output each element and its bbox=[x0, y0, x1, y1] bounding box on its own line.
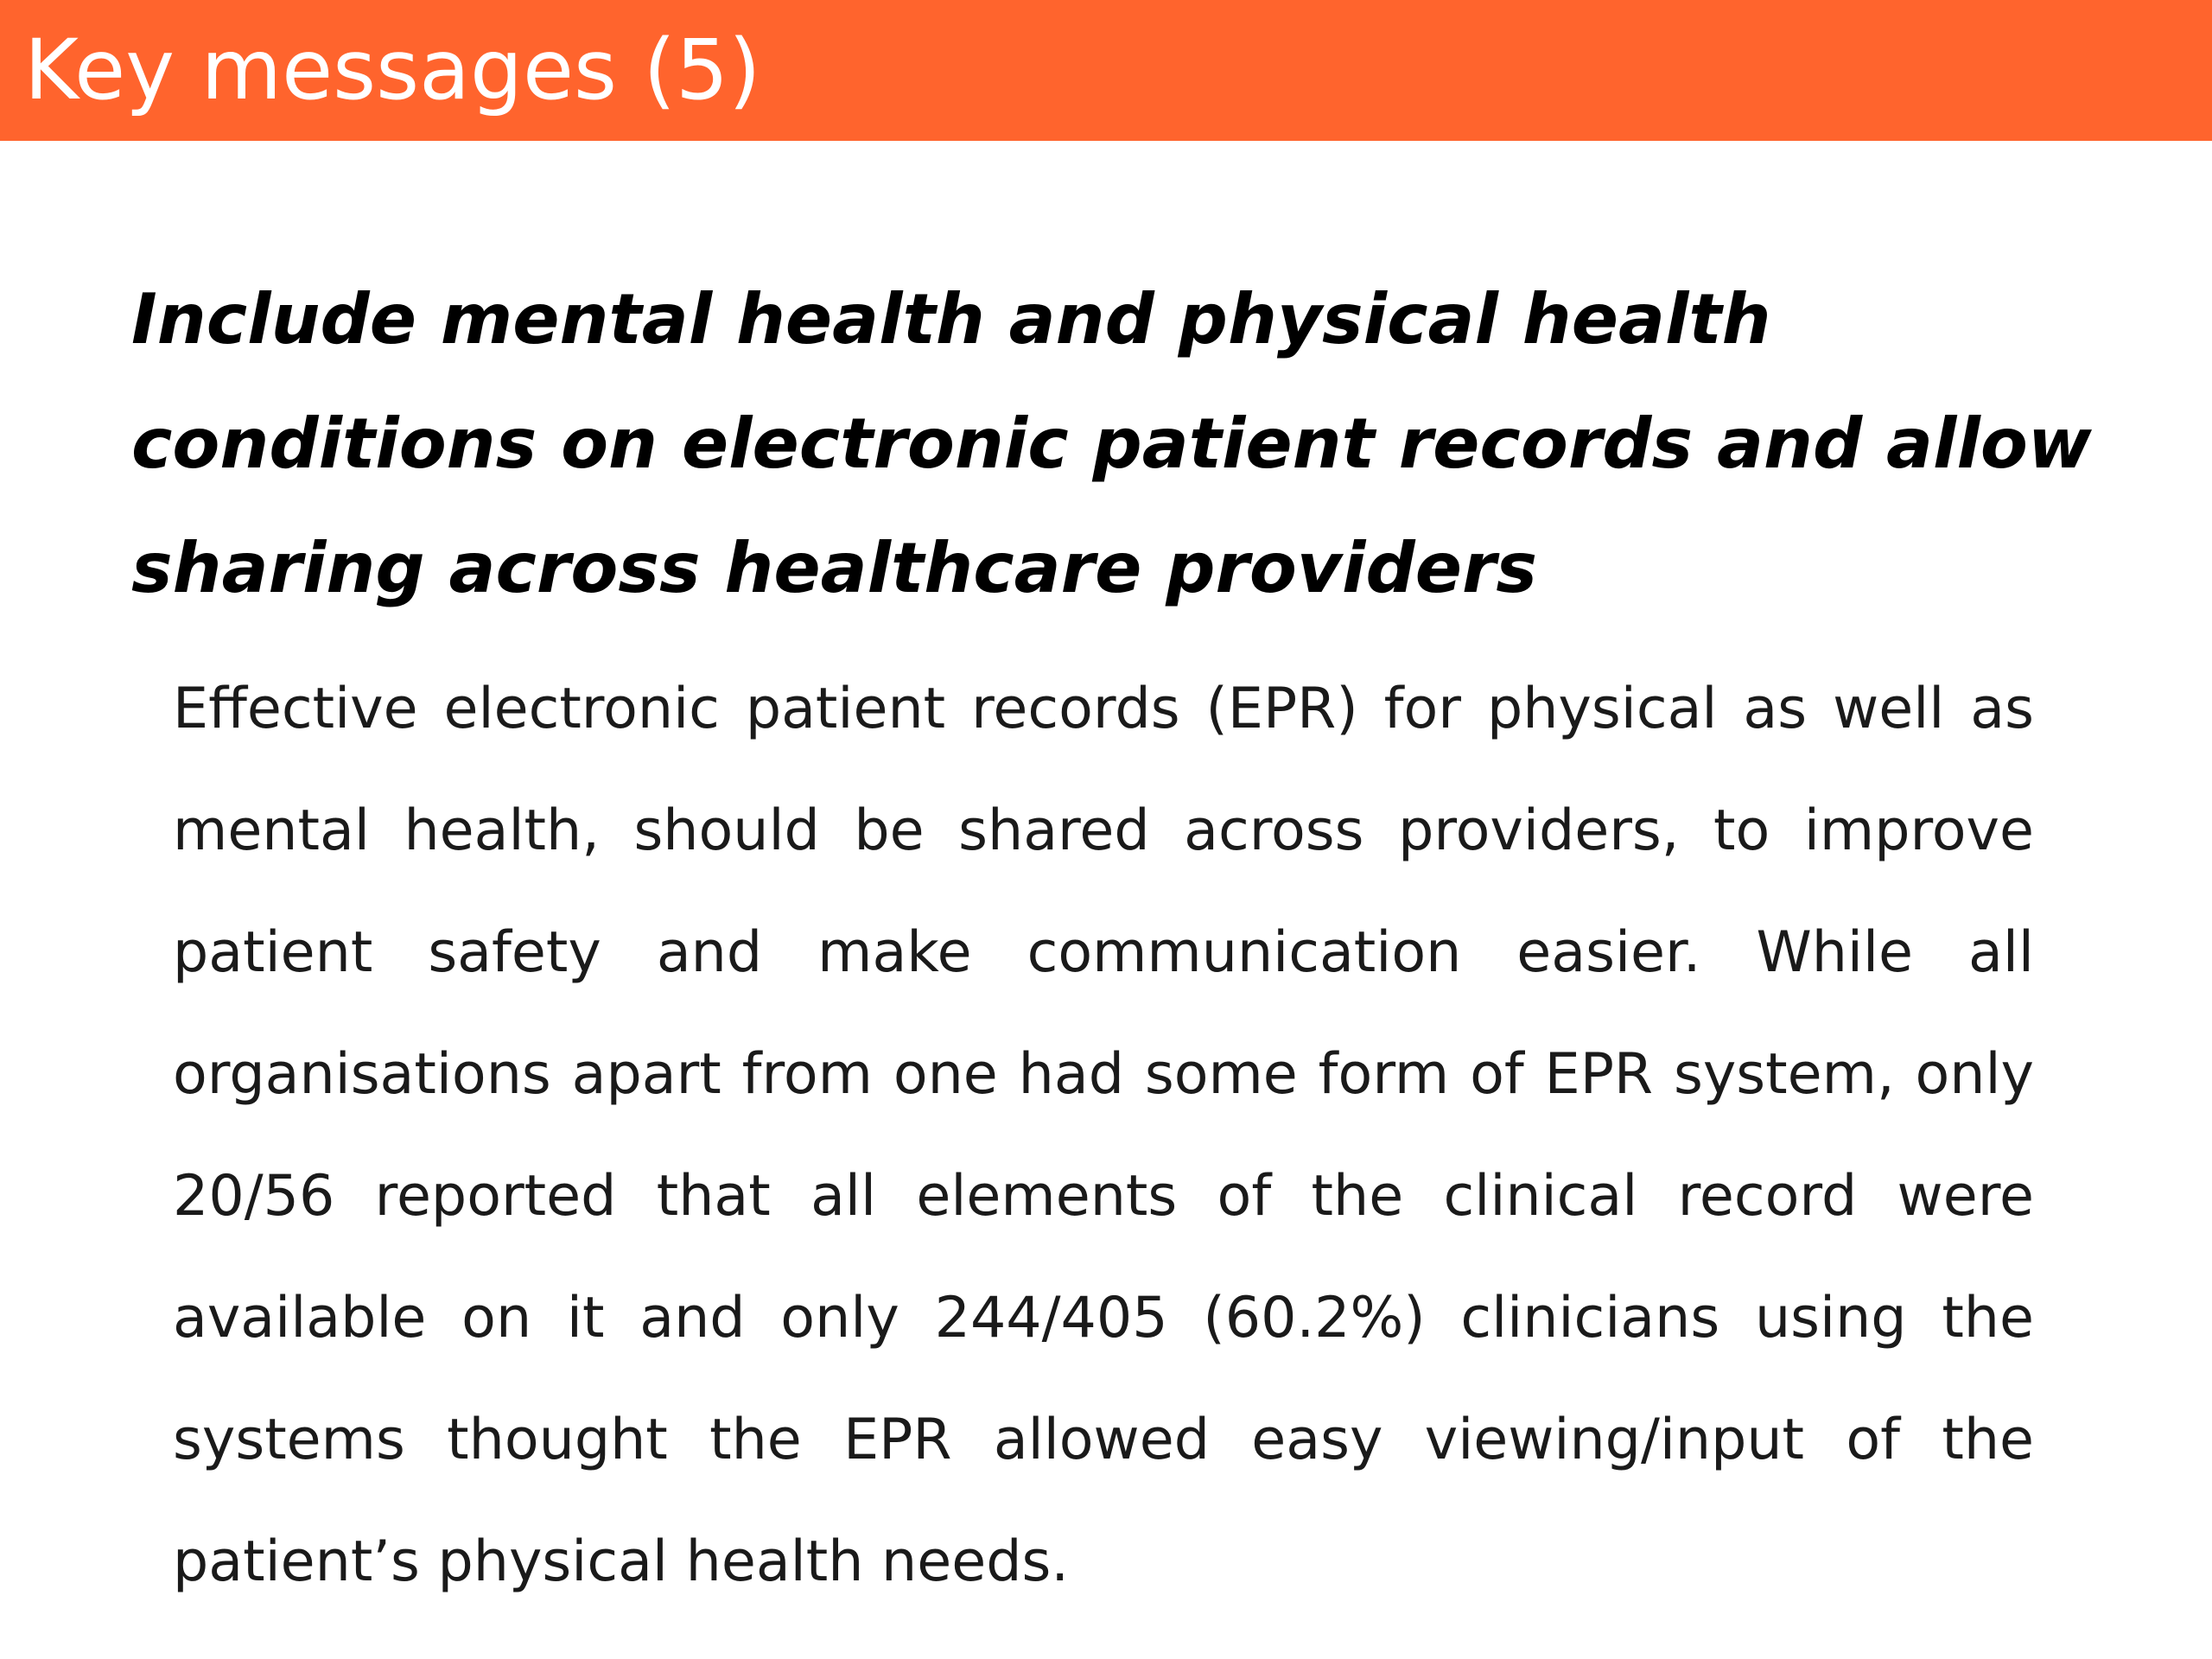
key-message-heading: Include mental health and physical health conditions on electronic patient records and allow sharing across healthcare providers bbox=[131, 279, 2092, 608]
slide-title: Key messages (5) bbox=[24, 22, 761, 118]
key-message-body: Effective electronic patient records (EPR) for physical as well as mental health, should be shared across providers, to improve patient safety and make communication easier. While all organisations apart from one had some form of EPR system, only 20/56 reported that all elements of the clinical record were available on it and only 244/405 (60.2%) clinicians using the systems thought the EPR allowed easy viewing/input of the patient’s physical health needs. bbox=[173, 677, 2034, 1594]
title-bar bbox=[0, 0, 2212, 141]
